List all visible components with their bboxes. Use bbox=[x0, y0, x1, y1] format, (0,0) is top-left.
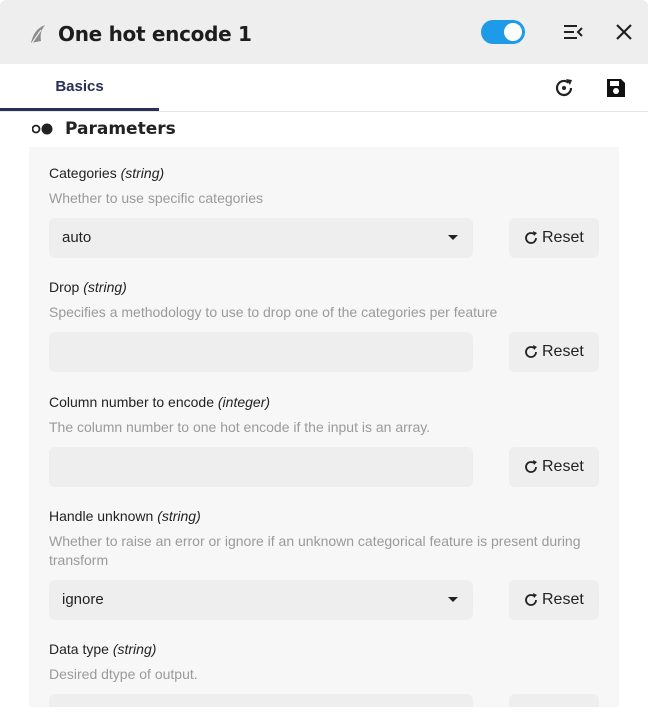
field-description: Whether to use specific categories bbox=[49, 190, 263, 206]
save-icon[interactable] bbox=[604, 76, 628, 100]
field-label-column-number bbox=[49, 394, 270, 410]
reset-label: Reset bbox=[542, 343, 584, 360]
reset-button[interactable] bbox=[509, 580, 599, 620]
reset-button[interactable] bbox=[509, 447, 599, 487]
field-label-drop bbox=[49, 279, 127, 295]
column-number-input[interactable] bbox=[49, 447, 473, 487]
data-type-input[interactable] bbox=[49, 694, 473, 707]
drop-input[interactable] bbox=[49, 332, 473, 372]
tab-bar bbox=[0, 64, 648, 112]
collapse-panel-icon[interactable] bbox=[561, 20, 585, 44]
field-description: The column number to one hot encode if the input is an array. bbox=[49, 419, 431, 435]
field-type: (string) bbox=[120, 165, 165, 181]
reset-button[interactable] bbox=[509, 332, 599, 372]
field-description: Desired dtype of output. bbox=[49, 666, 198, 682]
field-label-data-type bbox=[49, 641, 156, 657]
close-icon[interactable] bbox=[612, 20, 636, 44]
toggle-knob bbox=[504, 23, 522, 41]
caret-down-icon bbox=[448, 597, 458, 602]
field-name: Data type bbox=[49, 641, 109, 657]
enable-toggle[interactable] bbox=[481, 20, 525, 44]
field-type: (string) bbox=[112, 641, 157, 657]
reset-icon bbox=[523, 592, 539, 608]
select-value: ignore bbox=[62, 591, 104, 608]
caret-down-icon bbox=[448, 235, 458, 240]
feather-icon bbox=[28, 24, 48, 44]
reset-button[interactable] bbox=[509, 694, 599, 707]
reset-label: Reset bbox=[542, 229, 584, 246]
refresh-icon[interactable] bbox=[552, 76, 576, 100]
reset-icon bbox=[523, 230, 539, 246]
categories-select[interactable] bbox=[49, 218, 473, 258]
select-value: auto bbox=[62, 229, 92, 246]
field-name: Drop bbox=[49, 279, 80, 295]
reset-icon bbox=[523, 459, 539, 475]
field-type: (integer) bbox=[217, 394, 271, 410]
field-type: (string) bbox=[157, 508, 201, 524]
field-name: Categories bbox=[49, 165, 117, 181]
reset-button[interactable] bbox=[509, 218, 599, 258]
field-type: (string) bbox=[83, 279, 127, 295]
dialog-header bbox=[0, 0, 648, 64]
reset-label: Reset bbox=[542, 458, 584, 475]
field-label-handle-unknown bbox=[49, 508, 201, 524]
sliders-icon bbox=[32, 123, 56, 135]
field-name: Handle unknown bbox=[49, 508, 154, 524]
handle-unknown-select[interactable] bbox=[49, 580, 473, 620]
tab-basics[interactable]: Basics bbox=[0, 64, 159, 111]
reset-icon bbox=[523, 344, 539, 360]
field-description: Specifies a methodology to use to drop one of the categories per feature bbox=[49, 304, 498, 320]
field-description: Whether to raise an error or ignore if an unknown categorical feature is present during transform bbox=[49, 533, 581, 568]
dialog-title: One hot encode 1 bbox=[58, 22, 252, 46]
field-label-categories bbox=[49, 165, 164, 181]
section-title: Parameters bbox=[65, 119, 176, 139]
field-name: Column number to encode bbox=[49, 394, 214, 410]
reset-label: Reset bbox=[542, 591, 584, 608]
